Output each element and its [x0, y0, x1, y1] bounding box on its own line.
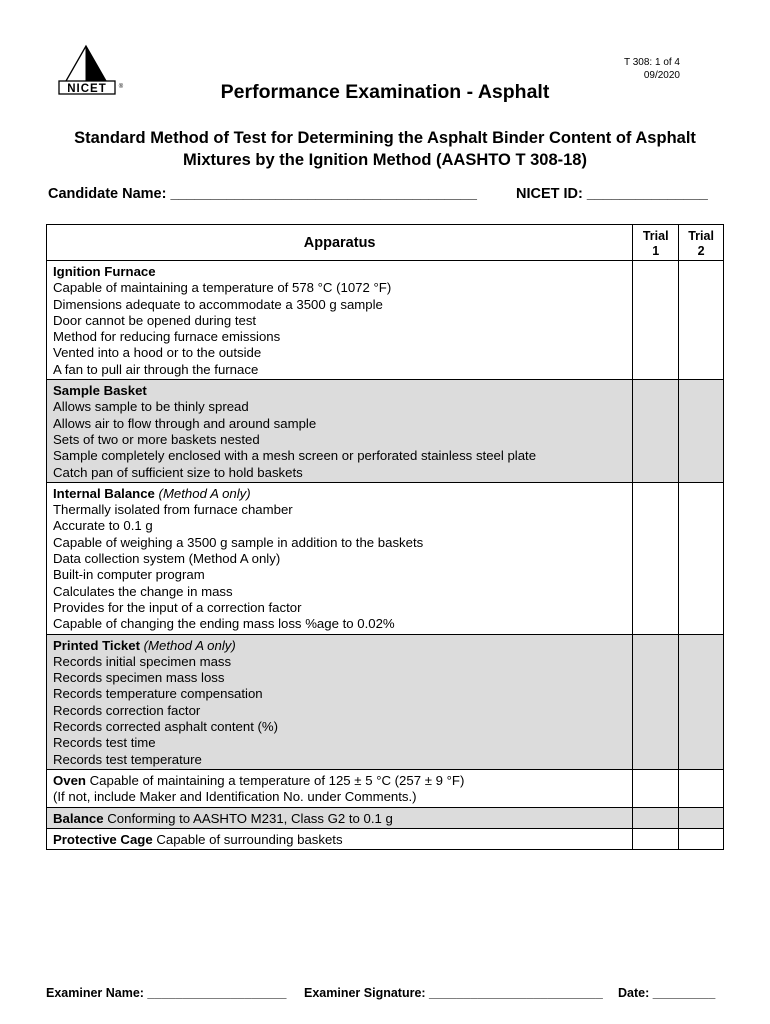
- table-row: [47, 807, 724, 828]
- section-title: Oven: [53, 772, 86, 788]
- trial-2-label: Trial: [688, 229, 714, 243]
- requirement-line: Records temperature compensation: [53, 686, 263, 702]
- table-row: [47, 769, 724, 807]
- page-subtitle: Standard Method of Test for Determining the Asphalt Binder Content of Asphalt Mixtures by the Ignition Method (AASHTO T 308-18): [74, 129, 696, 169]
- requirement-line: (If not, include Maker and Identification No. under Comments.): [53, 789, 417, 805]
- section-title: Internal Balance: [53, 485, 155, 501]
- apparatus-cell: [47, 769, 633, 807]
- apparatus-cell: [47, 380, 633, 483]
- table-row: [47, 634, 724, 769]
- section-note: (Method A only): [143, 637, 236, 653]
- section-note: (Method A only): [158, 485, 251, 501]
- requirement-line: Built-in computer program: [53, 567, 205, 583]
- requirement-line: Door cannot be opened during test: [53, 312, 257, 328]
- page-title: Performance Examination - Asphalt: [220, 81, 550, 103]
- trial-2-checkbox-cell[interactable]: [679, 807, 724, 828]
- requirement-line: Calculates the change in mass: [53, 583, 233, 599]
- trial-1-number: 1: [652, 244, 660, 258]
- trial-2-checkbox-cell[interactable]: [679, 828, 724, 849]
- logo-text: NICET: [67, 83, 107, 95]
- requirement-line: Dimensions adequate to accommodate a 3500 g sample: [53, 296, 383, 312]
- section-requirement: Conforming to AASHTO M231, Class G2 to 0.1 g: [107, 810, 393, 826]
- examiner-signature-field[interactable]: Examiner Signature: _________________________: [304, 986, 603, 1000]
- requirement-line: Capable of changing the ending mass loss %age to 0.02%: [53, 616, 395, 632]
- apparatus-table: [46, 224, 724, 850]
- trial-1-label: Trial: [642, 229, 669, 243]
- section-title: Printed Ticket: [53, 637, 140, 653]
- section-title: Ignition Furnace: [53, 264, 156, 279]
- requirement-line: Sets of two or more baskets nested: [53, 431, 260, 447]
- requirement-line: Records correction factor: [53, 702, 201, 718]
- section-title: Balance: [53, 810, 104, 826]
- section-requirement: Capable of maintaining a temperature of 125 ± 5 °C (257 ± 9 °F): [89, 772, 465, 788]
- trial-2-checkbox-cell[interactable]: [679, 261, 724, 380]
- examiner-name-field[interactable]: Examiner Name: ____________________: [46, 986, 287, 1000]
- apparatus-cell: [47, 482, 633, 634]
- section-requirement: Capable of surrounding baskets: [156, 831, 343, 847]
- requirement-line: Records test temperature: [53, 751, 202, 767]
- registered-mark: ®: [118, 84, 124, 90]
- trial-1-checkbox-cell[interactable]: [633, 769, 679, 807]
- trial-2-checkbox-cell[interactable]: [679, 634, 724, 769]
- requirement-line: Capable of maintaining a temperature of 578 °C (1072 °F): [53, 280, 392, 296]
- trial-2-checkbox-cell[interactable]: [679, 380, 724, 483]
- requirement-line: Accurate to 0.1 g: [53, 518, 153, 534]
- nicet-id-field[interactable]: NICET ID: _______________: [516, 186, 708, 202]
- table-row: [47, 261, 724, 380]
- requirement-line: Vented into a hood or to the outside: [53, 345, 262, 361]
- page-number: T 308: 1 of 4: [624, 57, 680, 68]
- table-row: [47, 482, 724, 634]
- trial-2-checkbox-cell[interactable]: [679, 482, 724, 634]
- requirement-line: Records test time: [53, 735, 156, 751]
- requirement-line: Catch pan of sufficient size to hold baskets: [53, 464, 303, 480]
- requirement-line: Allows air to flow through and around sample: [53, 415, 317, 431]
- requirement-line: Data collection system (Method A only): [53, 551, 281, 567]
- requirement-line: Records corrected asphalt content (%): [53, 719, 279, 735]
- table-row: [47, 380, 724, 483]
- trial-2-column-header: [679, 225, 724, 261]
- trial-2-checkbox-cell[interactable]: [679, 769, 724, 807]
- requirement-line: Sample completely enclosed with a mesh screen or perforated stainless steel plate: [53, 448, 537, 464]
- apparatus-cell: [47, 261, 633, 380]
- document-meta: [560, 56, 680, 82]
- candidate-name-field[interactable]: Candidate Name: ______________________________________: [48, 186, 477, 202]
- date-field[interactable]: Date: _________: [618, 986, 716, 1000]
- table-row: [47, 828, 724, 849]
- table-header-row: [47, 225, 724, 261]
- trial-1-checkbox-cell[interactable]: [633, 828, 679, 849]
- requirement-line: Thermally isolated from furnace chamber: [53, 502, 293, 518]
- apparatus-cell: [47, 828, 633, 849]
- requirement-line: Records specimen mass loss: [53, 670, 225, 686]
- apparatus-cell: [47, 807, 633, 828]
- apparatus-column-header: Apparatus: [47, 225, 633, 261]
- revision-date: 09/2020: [643, 70, 680, 81]
- requirement-line: A fan to pull air through the furnace: [53, 361, 259, 377]
- requirement-line: Provides for the input of a correction factor: [53, 599, 302, 615]
- requirement-line: Records initial specimen mass: [53, 653, 232, 669]
- trial-1-checkbox-cell[interactable]: [633, 634, 679, 769]
- section-title: Protective Cage: [53, 831, 153, 847]
- trial-1-checkbox-cell[interactable]: [633, 380, 679, 483]
- apparatus-cell: [47, 634, 633, 769]
- requirement-line: Method for reducing furnace emissions: [53, 329, 281, 345]
- trial-1-checkbox-cell[interactable]: [633, 807, 679, 828]
- trial-1-checkbox-cell[interactable]: [633, 482, 679, 634]
- trial-2-number: 2: [697, 244, 705, 258]
- section-title: Sample Basket: [53, 383, 147, 399]
- trial-1-column-header: [633, 225, 679, 261]
- requirement-line: Capable of weighing a 3500 g sample in addition to the baskets: [53, 534, 424, 550]
- requirement-line: Allows sample to be thinly spread: [53, 399, 249, 415]
- trial-1-checkbox-cell[interactable]: [633, 261, 679, 380]
